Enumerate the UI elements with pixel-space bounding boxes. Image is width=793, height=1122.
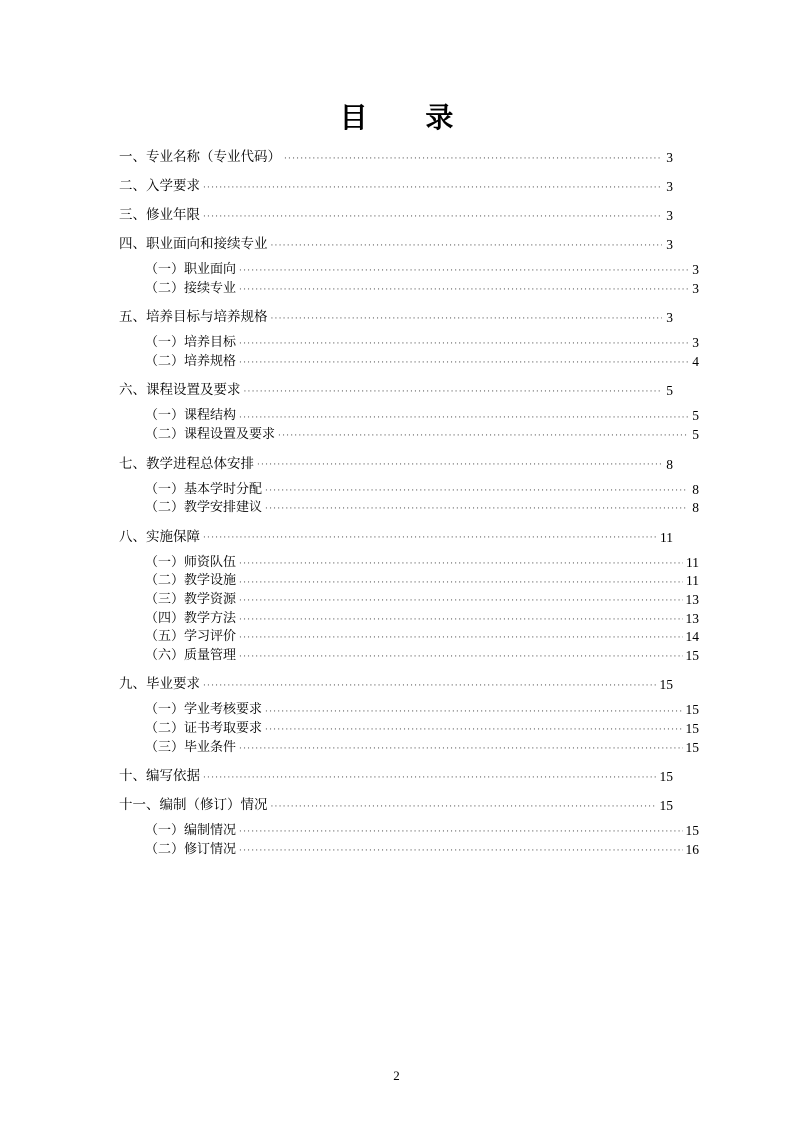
toc-entry-label: （二）教学设施 <box>145 573 237 589</box>
toc-dot-leader <box>239 264 688 278</box>
toc-entry-section[interactable] <box>119 572 699 591</box>
toc-page-number: 5 <box>692 426 699 442</box>
toc-page-number: 8 <box>692 500 699 516</box>
toc-entry-section[interactable] <box>119 261 699 280</box>
toc-page-number: 8 <box>666 456 673 472</box>
toc-dot-leader <box>239 631 682 645</box>
toc-page-number: 3 <box>666 150 673 165</box>
toc-entry-label: （三）毕业条件 <box>145 739 237 755</box>
toc-entry-section[interactable] <box>119 280 699 299</box>
toc-page-number: 14 <box>685 629 699 645</box>
toc-dot-leader <box>239 557 683 571</box>
toc-entry-section[interactable] <box>119 739 699 758</box>
toc-dot-leader <box>271 312 663 326</box>
toc-entry-chapter[interactable] <box>119 528 673 547</box>
toc-entry-section[interactable] <box>119 701 699 720</box>
toc-dot-leader <box>203 210 662 224</box>
toc-entry-label: （五）学习评价 <box>145 629 237 645</box>
toc-page-number: 15 <box>659 677 673 693</box>
toc-dot-leader <box>239 283 688 297</box>
toc-entry-label: 三、修业年限 <box>119 207 200 223</box>
toc-entry-label: （二）修订情况 <box>145 841 237 857</box>
toc-entry-label: （四）教学方法 <box>145 610 237 626</box>
page-title: 目 录 <box>339 101 478 134</box>
toc-page-number: 15 <box>685 647 699 663</box>
toc-entry-chapter[interactable] <box>119 148 673 167</box>
toc-page-number: 15 <box>659 798 673 814</box>
toc-entry-label: （六）质量管理 <box>145 647 237 663</box>
toc-entry-chapter[interactable] <box>119 235 673 254</box>
toc-entry-label: （二）证书考取要求 <box>145 720 263 736</box>
toc-entry-label: （二）接续专业 <box>145 280 237 296</box>
toc-entry-chapter[interactable] <box>119 308 673 327</box>
toc-entry-section[interactable] <box>119 647 699 666</box>
toc-entry-label: 四、职业面向和接续专业 <box>119 236 268 252</box>
toc-dot-leader <box>265 705 682 719</box>
toc-page-number: 15 <box>685 823 699 839</box>
toc-entry-section[interactable] <box>119 720 699 739</box>
toc-page-number: 3 <box>692 335 699 351</box>
toc-dot-leader <box>203 531 657 545</box>
toc-page-number: 13 <box>685 610 699 626</box>
toc-dot-leader <box>239 844 682 858</box>
toc-page-number: 5 <box>666 383 673 399</box>
toc-entry-section[interactable] <box>119 554 699 573</box>
toc-entry-label: （二）教学安排建议 <box>145 500 263 516</box>
toc-entry-label: （一）培养目标 <box>145 335 237 351</box>
toc-dot-leader <box>257 458 662 472</box>
toc-page-number: 4 <box>692 353 699 369</box>
toc-page-number: 15 <box>685 720 699 736</box>
toc-entry-section[interactable] <box>119 407 699 426</box>
toc-page-number: 11 <box>686 573 699 589</box>
toc-page-number: 3 <box>666 310 673 326</box>
toc-entry-section[interactable] <box>119 334 699 353</box>
toc-page-number: 3 <box>666 237 673 252</box>
toc-dot-leader <box>244 385 663 399</box>
toc-dot-leader <box>203 181 662 195</box>
toc-entry-label: 七、教学进程总体安排 <box>119 455 254 472</box>
toc-dot-leader <box>239 356 688 370</box>
toc-entry-label: （一）课程结构 <box>145 408 237 424</box>
toc-entry-label: （三）教学资源 <box>145 591 237 607</box>
toc-entry-label: 五、培养目标与培养规格 <box>119 309 268 326</box>
toc-entry-section[interactable] <box>119 610 699 629</box>
toc-page-number: 3 <box>692 280 699 296</box>
toc-entry-section[interactable] <box>119 499 699 518</box>
toc-entry-label: 一、专业名称（专业代码） <box>119 149 281 165</box>
toc-page-number: 3 <box>666 179 673 194</box>
toc-dot-leader <box>239 594 682 608</box>
toc-entry-chapter[interactable] <box>119 206 673 225</box>
toc-dot-leader <box>239 825 682 839</box>
toc-entry-section[interactable] <box>119 822 699 841</box>
toc-entry-section[interactable] <box>119 591 699 610</box>
toc-entry-label: 六、课程设置及要求 <box>119 382 241 399</box>
toc-entry-chapter[interactable] <box>119 767 673 786</box>
toc-page-number: 16 <box>685 841 699 857</box>
toc-dot-leader <box>203 679 657 693</box>
toc-entry-section[interactable] <box>119 628 699 647</box>
toc-dot-leader <box>278 429 688 443</box>
toc-entry-chapter[interactable] <box>119 455 673 474</box>
toc-entry-label: 九、毕业要求 <box>119 676 200 693</box>
toc-page-number: 15 <box>659 769 673 785</box>
toc-entry-label: （一）师资队伍 <box>145 554 237 570</box>
toc-dot-leader <box>239 576 683 590</box>
toc-page-number: 13 <box>685 591 699 607</box>
toc-page-number: 11 <box>660 529 673 545</box>
toc-page-number: 8 <box>692 481 699 497</box>
toc-entry-label: 八、实施保障 <box>119 528 200 545</box>
toc-entry-label: （二）培养规格 <box>145 353 237 369</box>
toc-page-number: 11 <box>686 554 699 570</box>
toc-dot-leader <box>271 239 663 253</box>
toc-entry-label: 十一、编制（修订）情况 <box>119 797 268 814</box>
toc-dot-leader <box>239 742 682 756</box>
toc-entry-label: （一）编制情况 <box>145 823 237 839</box>
toc-dot-leader <box>265 484 688 498</box>
footer-page-number: 2 <box>393 1068 400 1083</box>
toc-page-number: 15 <box>685 702 699 718</box>
toc-entry-label: （二）课程设置及要求 <box>145 426 276 442</box>
toc-dot-leader <box>284 152 662 166</box>
toc-dot-leader <box>239 411 688 425</box>
toc-page-number: 5 <box>692 408 699 424</box>
toc-entry-section[interactable] <box>119 353 699 372</box>
toc-entry-chapter[interactable] <box>119 675 673 694</box>
toc-page-number: 15 <box>685 739 699 755</box>
toc-entry-label: （一）基本学时分配 <box>145 481 263 497</box>
toc-entry-label: 十、编写依据 <box>119 768 200 785</box>
toc-entry-section[interactable] <box>119 426 699 445</box>
toc-entry-label: （一）学业考核要求 <box>145 702 263 718</box>
toc-entry-section[interactable] <box>119 841 699 860</box>
toc-dot-leader <box>239 337 688 351</box>
toc-dot-leader <box>239 613 682 627</box>
toc-entry-section[interactable] <box>119 481 699 500</box>
toc-entry-chapter[interactable] <box>119 796 673 815</box>
toc-entry-label: 二、入学要求 <box>119 178 200 194</box>
toc-page-number: 3 <box>692 262 699 277</box>
toc-entry-chapter[interactable] <box>119 177 673 196</box>
toc-page-number: 3 <box>666 208 673 223</box>
table-of-contents <box>119 148 699 859</box>
toc-entry-label: （一）职业面向 <box>145 262 237 277</box>
toc-dot-leader <box>203 771 657 785</box>
toc-dot-leader <box>239 650 682 664</box>
toc-entry-chapter[interactable] <box>119 381 673 400</box>
toc-dot-leader <box>265 502 688 516</box>
toc-dot-leader <box>265 723 682 737</box>
toc-dot-leader <box>271 800 657 814</box>
